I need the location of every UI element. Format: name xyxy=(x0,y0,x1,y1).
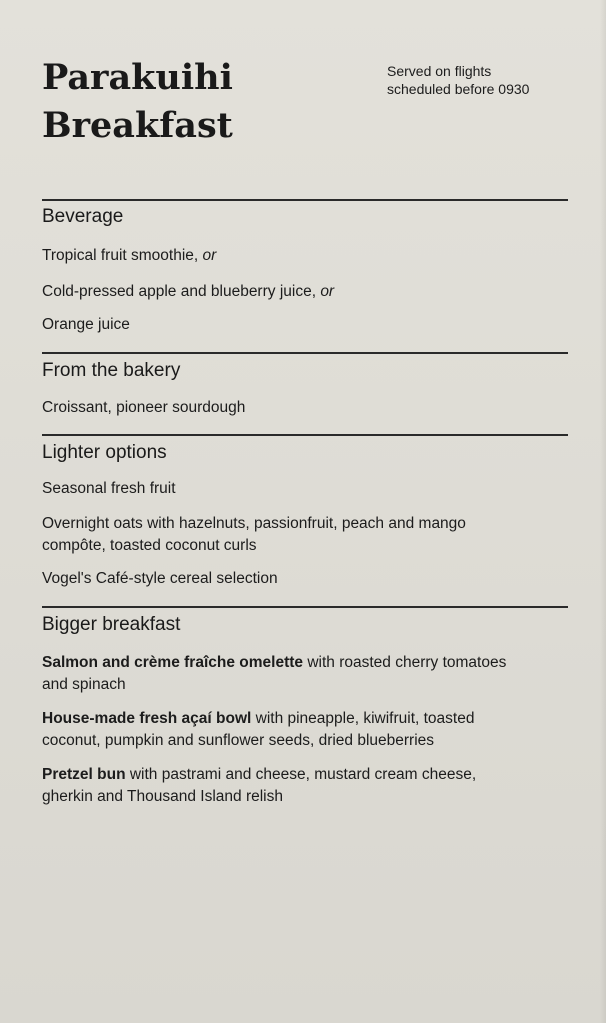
menu-item-cereal: Vogel's Café-style cereal selection xyxy=(42,570,278,587)
section-lighter-options xyxy=(42,434,568,590)
section-bakery xyxy=(42,352,568,419)
menu-title-line-1: Parakuihi xyxy=(42,57,233,98)
served-note-line-1: Served on flights xyxy=(387,63,492,79)
menu-item-overnight-oats: Overnight oats with hazelnuts, passionfruit, peach and mango compôte, toasted coconut curls xyxy=(42,515,466,554)
menu-item-croissant: Croissant, pioneer sourdough xyxy=(42,399,246,416)
section-divider xyxy=(42,434,568,436)
menu-item-acai-bowl: House-made fresh açaí bowl with pineapple, kiwifruit, toasted coconut, pumpkin and sunflower seeds, dried blueberries xyxy=(42,710,475,749)
served-note xyxy=(387,62,529,98)
section-title-bakery: From the bakery xyxy=(42,360,181,381)
menu-item-smoothie: Tropical fruit smoothie, or xyxy=(42,247,217,264)
menu-title-line-2: Breakfast xyxy=(42,105,233,146)
section-divider xyxy=(42,199,568,201)
section-divider xyxy=(42,606,568,608)
section-bigger-breakfast xyxy=(42,606,568,808)
menu-item-orange-juice: Orange juice xyxy=(42,316,130,333)
section-title-lighter-options: Lighter options xyxy=(42,442,167,463)
menu-item-fresh-fruit: Seasonal fresh fruit xyxy=(42,480,176,497)
menu-item-omelette: Salmon and crème fraîche omelette with roasted cherry tomatoes and spinach xyxy=(42,654,507,693)
section-divider xyxy=(42,352,568,354)
menu-item-apple-juice: Cold-pressed apple and blueberry juice, or xyxy=(42,283,335,300)
card-edge-shadow xyxy=(600,0,606,1023)
served-note-line-2: scheduled before 0930 xyxy=(387,81,530,97)
section-beverage xyxy=(42,199,568,336)
menu-title xyxy=(42,54,233,150)
menu-item-pretzel-bun: Pretzel bun with pastrami and cheese, mustard cream cheese, gherkin and Thousand Island relish xyxy=(42,766,477,805)
section-title-bigger-breakfast: Bigger breakfast xyxy=(42,614,181,635)
section-title-beverage: Beverage xyxy=(42,206,124,227)
